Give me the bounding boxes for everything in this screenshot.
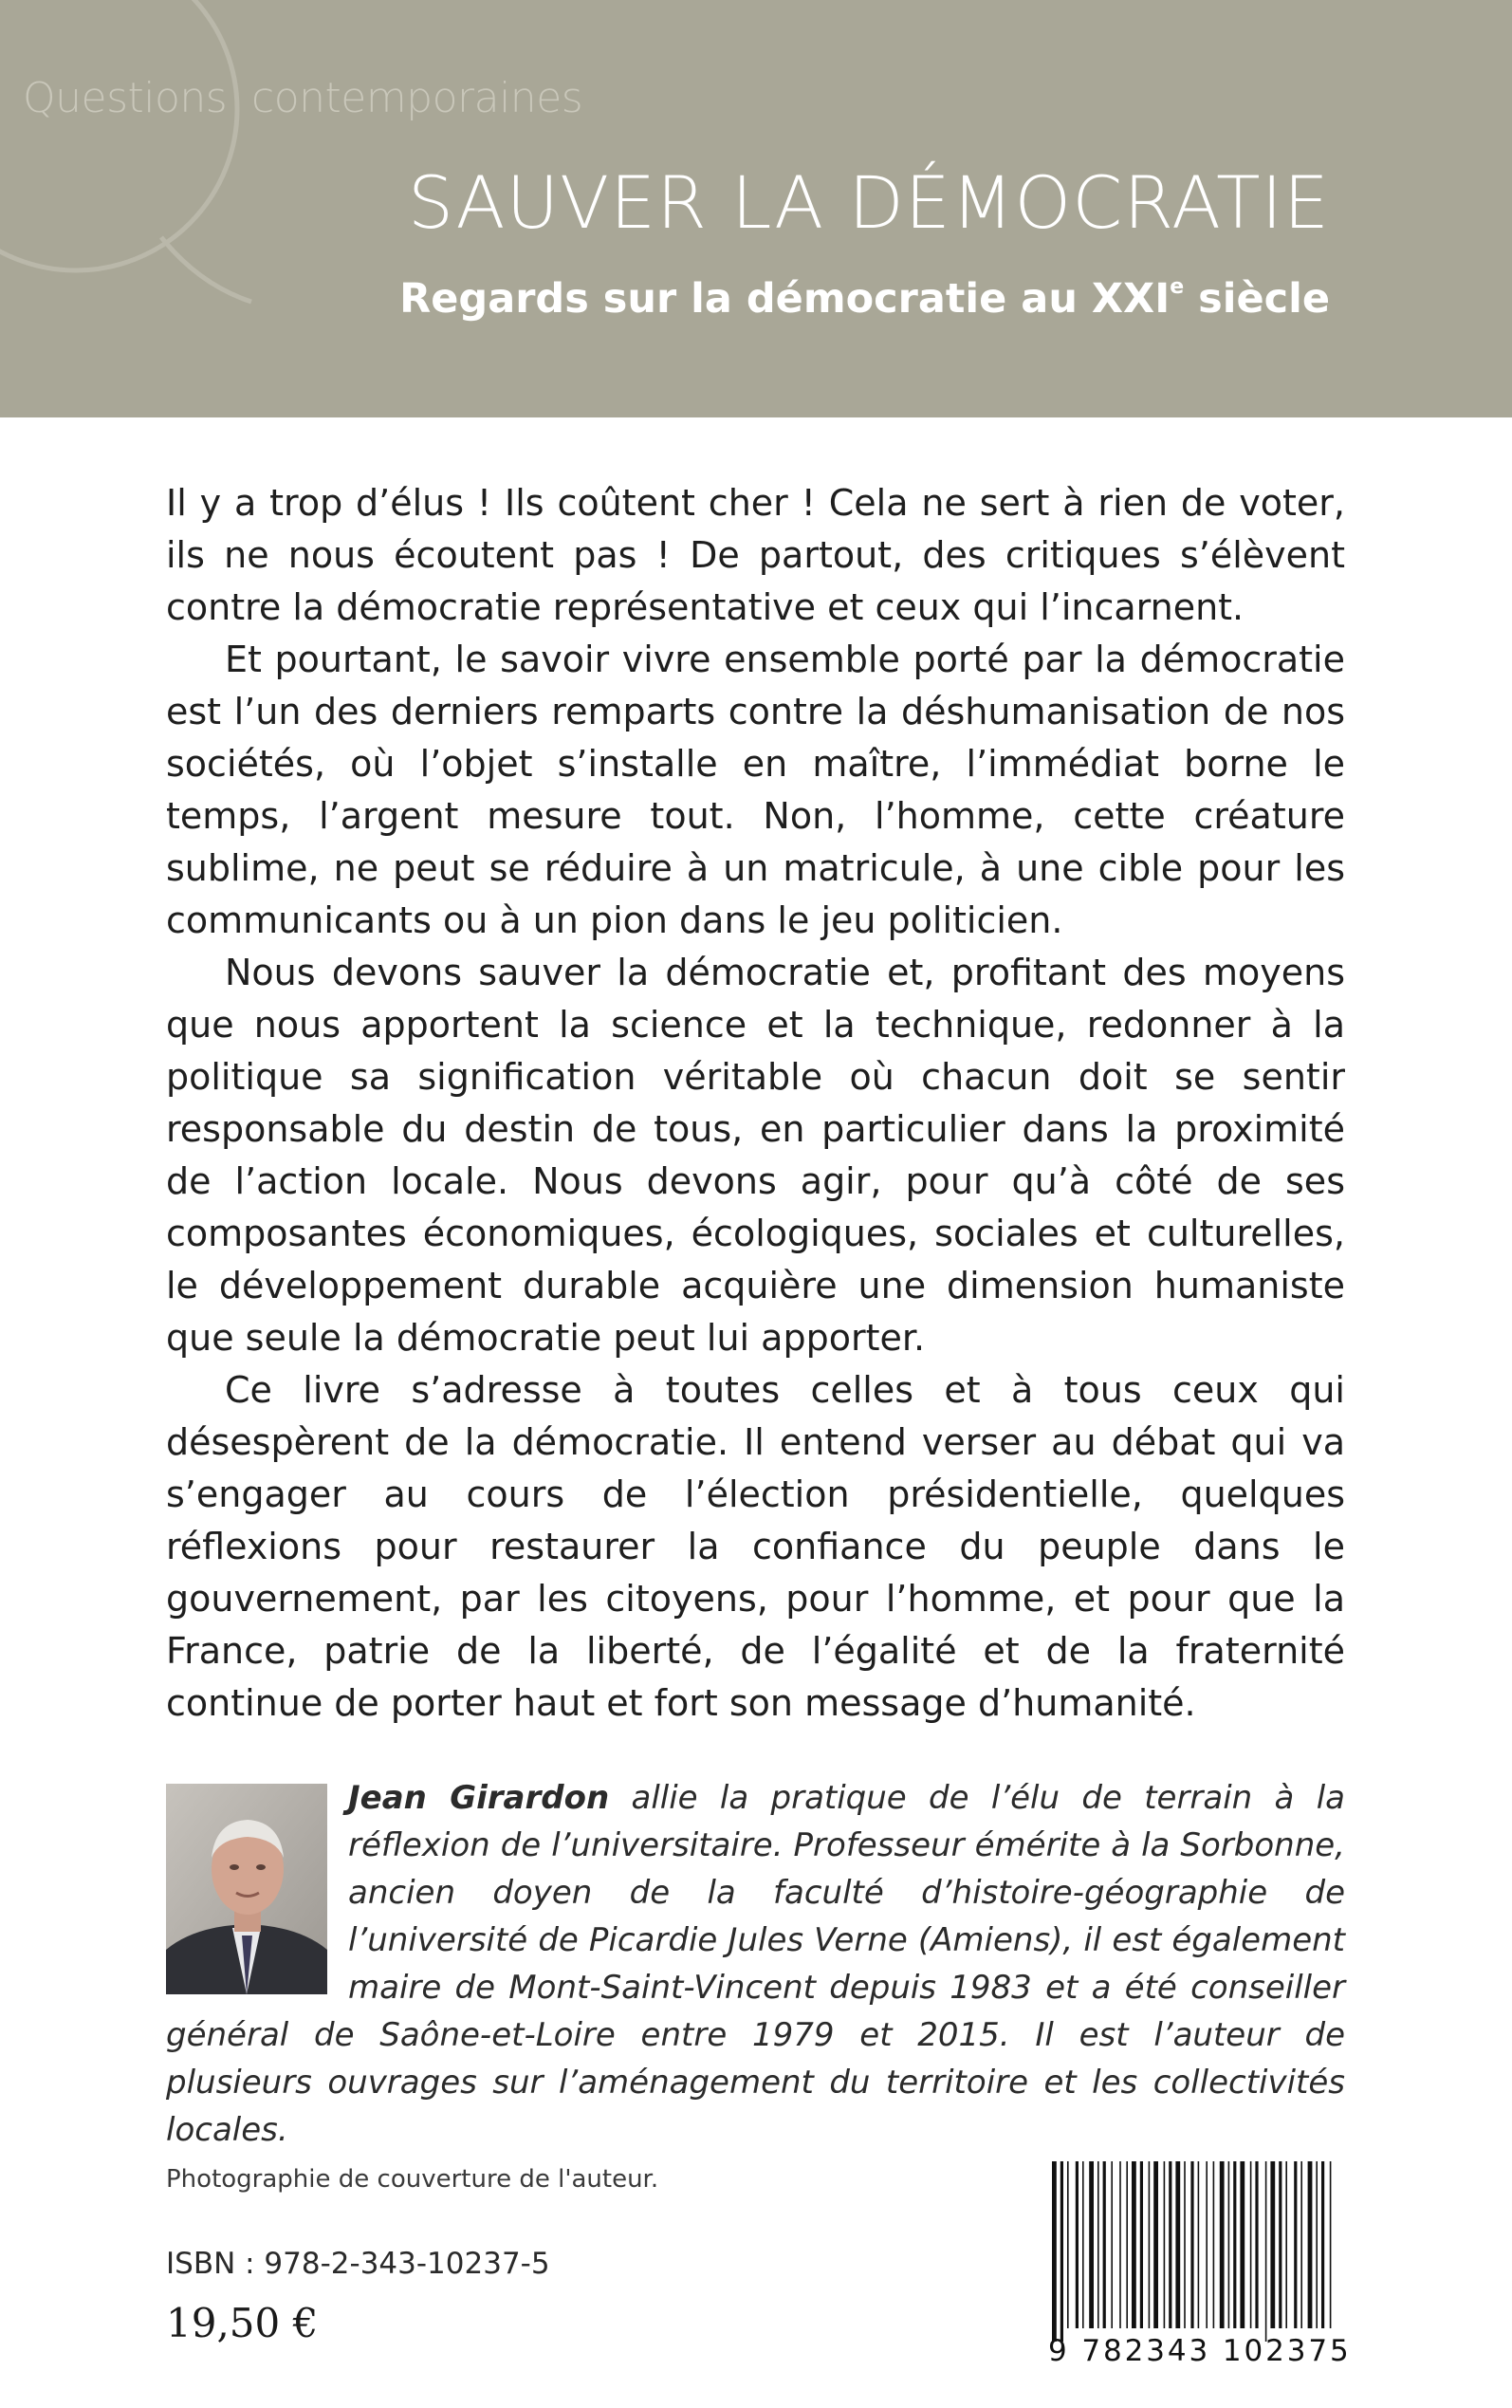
barcode-bar <box>1089 2161 1094 2328</box>
blurb-paragraph: Nous devons sauver la démocratie et, profitant des moyens que nous apportent la science et la technique, redonner à la politique sa signification véritable où chacun doit se sentir responsable du destin de tous, en particulier dans la proximité de l’action locale. Nous devons agir, pour qu’à côté de ses composantes économiques, écologiques, sociales et culturelles, le développement durable acquière une dimension humaniste que seule la démocratie peut lui apporter. <box>166 952 1345 1359</box>
barcode-bar <box>1149 2161 1151 2328</box>
barcode-bar <box>1285 2161 1287 2328</box>
subtitle-superscript: e <box>1170 275 1185 299</box>
barcode-bar <box>1175 2161 1180 2328</box>
series-q-logo <box>0 0 285 313</box>
barcode-bar <box>1270 2161 1275 2328</box>
book-subtitle <box>399 275 1330 323</box>
author-name: Jean Girardon <box>348 1779 610 1817</box>
barcode-bar <box>1255 2161 1258 2328</box>
author-bio-block <box>166 1774 1345 2154</box>
barcode-bar <box>1103 2161 1106 2328</box>
barcode-bar <box>1265 2161 1267 2342</box>
barcode-bar <box>1240 2161 1245 2328</box>
blurb-paragraph: Il y a trop d’élus ! Ils coûtent cher ! Cela ne sert à rien de voter, ils ne nous écoutent pas ! De partout, des critiques s’élèvent contre la démocratie représentative et ceux qui l’incarnent. <box>166 482 1345 628</box>
barcode-bar <box>1076 2161 1079 2328</box>
barcode-bar <box>1052 2161 1057 2342</box>
barcode-bar <box>1279 2161 1282 2328</box>
barcode-bar <box>1119 2161 1121 2328</box>
barcode-bar <box>1233 2161 1236 2328</box>
barcode-bar <box>1213 2161 1215 2328</box>
photo-credit: Photographie de couverture de l'auteur. <box>166 2165 659 2194</box>
barcode-bar <box>1164 2161 1166 2328</box>
barcode-bar <box>1308 2161 1313 2328</box>
back-cover-blurb <box>166 477 1345 1730</box>
barcode-bar <box>1169 2161 1171 2328</box>
barcode-bar <box>1126 2161 1128 2328</box>
barcode-bar <box>1097 2161 1099 2328</box>
barcode-bar <box>1206 2161 1208 2328</box>
barcode-bar <box>1067 2161 1069 2328</box>
barcode-bar <box>1140 2161 1143 2328</box>
barcode-bar <box>1153 2161 1158 2328</box>
barcode-bar <box>1321 2161 1324 2328</box>
series-name-word-1: Questions <box>23 74 228 122</box>
barcode-bar <box>1316 2161 1318 2328</box>
header-band <box>0 0 1512 417</box>
barcode-bar <box>1184 2161 1186 2328</box>
barcode-bar <box>1060 2161 1063 2342</box>
barcode-bar <box>1294 2161 1297 2328</box>
series-name-word-2: contemporaines <box>251 74 583 122</box>
barcode-bar <box>1111 2161 1113 2328</box>
barcode-bar <box>1330 2161 1332 2328</box>
barcode-bar <box>1228 2161 1230 2328</box>
author-photo <box>166 1784 327 1994</box>
isbn: ISBN : 978-2-343-10237-5 <box>166 2247 550 2281</box>
barcode-digits: 9 782343 102375 <box>1048 2334 1352 2368</box>
barcode-bar <box>1082 2161 1084 2328</box>
price: 19,50 € <box>166 2300 319 2346</box>
isbn-barcode <box>1048 2161 1342 2349</box>
author-bio-text: allie la pratique de l’élu de terrain à la réflexion de l’universitaire. Professeur émérite à la Sorbonne, ancien doyen de la faculté d’histoire-géographie de l’université de Picardie Jules Verne (Amiens), il est également maire de Mont-Saint-Vincent depuis 1983 et a été conseiller général de Saône-et-Loire entre 1979 et 2015. Il est l’auteur de plusieurs ouvrages sur l’aménagement du territoire et les collectivités locales. <box>166 1779 1345 2149</box>
book-title: SAUVER LA DÉMOCRATIE <box>407 160 1330 245</box>
subtitle-end: siècle <box>1184 275 1330 323</box>
blurb-paragraph: Et pourtant, le savoir vivre ensemble porté par la démocratie est l’un des derniers remparts contre la déshumanisation de nos sociétés, où l’objet s’installe en maître, l’immédiat borne le temps, l’argent mesure tout. Non, l’homme, cette créature sublime, ne peut se réduire à un matricule, à une cible pour les communicants ou à un pion dans le jeu politicien. <box>166 639 1345 941</box>
barcode-bar <box>1132 2161 1136 2328</box>
barcode-bar <box>1300 2161 1302 2328</box>
barcode-bar <box>1250 2161 1252 2328</box>
blurb-paragraph: Ce livre s’adresse à toutes celles et à tous ceux qui désespèrent de la démocratie. Il entend verser au débat qui va s’engager au cours de l’élection présidentielle, quelques réflexions pour restaurer la confiance du peuple dans le gouvernement, par les citoyens, pour l’homme, et pour que la France, patrie de la liberté, de l’égalité et de la fraternité continue de porter haut et fort son message d’humanité. <box>166 1369 1345 1724</box>
barcode-bar <box>1190 2161 1193 2328</box>
barcode-bar <box>1198 2161 1200 2328</box>
barcode-bar <box>1220 2161 1225 2328</box>
subtitle-main: Regards sur la démocratie au XXI <box>399 275 1171 323</box>
